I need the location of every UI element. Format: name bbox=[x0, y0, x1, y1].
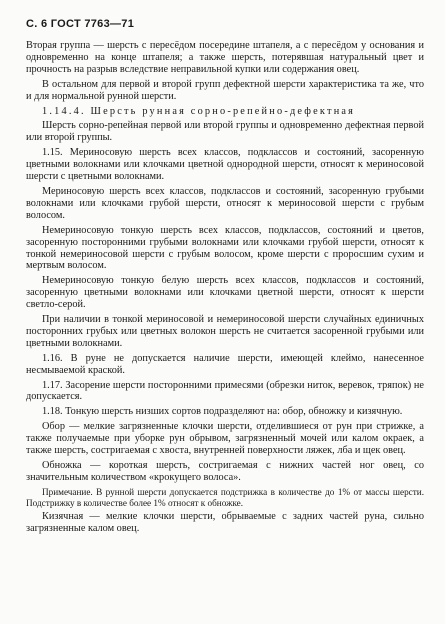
paragraph-p10: 1.16. В руне не допускается наличие шерсти, имеющей клеймо, нанесенное несмываемой краской. bbox=[26, 352, 424, 376]
paragraph-p8: Немериносовую тонкую белую шерсть всех классов, подклассов и состояний, засоренную цветными волокнами или клочками цветной шерсти, относят к шерсти светло-серой. bbox=[26, 275, 424, 311]
paragraph-p14: Обножка — короткая шерсть, состригаемая с нижних частей ног овец, со значительным количеством «крокущего волоса». bbox=[26, 460, 424, 483]
paragraph-p1: Вторая группа — шерсть с пересёдом посередине штапеля, а с пересёдом у основания и одновременно на конце штапеля; а также шерсть, потерявшая натуральный цвет и прочность на разрыв вследствие неправильной купки или содержания овец. bbox=[26, 40, 424, 75]
page-header: С. 6 ГОСТ 7763—71 bbox=[26, 18, 135, 30]
paragraph-p15: Примечание. В рунной шерсти допускается подстрижка в количестве до 1% от массы шерсти. Подстрижку в количестве более 1% относят к обножке. bbox=[26, 486, 424, 508]
paragraph-p2: В остальном для первой и второй групп дефектной шерсти характеристика та же, что и для нормальной рунной шерсти. bbox=[26, 78, 424, 102]
paragraph-p6: Мериносовую шерсть всех классов, подклассов и состояний, засоренную грубыми волокнами или клочками грубой шерсти, относят к мериносовой шерсти с грубым волосом. bbox=[26, 185, 424, 221]
paragraph-p16: Кизячная — мелкие клочки шерсти, обрываемые с задних частей руна, сильно загрязненные калом овец. bbox=[26, 511, 424, 535]
paragraph-p7: Немериносовую тонкую шерсть всех классов, подклассов, состояний и цветов, засоренную посторонними грубыми волокнами или клочками грубой шерсти, относят к тонкой немериносовой шерсти с грубым волосом, кроме шерсти с проросшим сухим и мертвым волосом. bbox=[26, 224, 424, 272]
paragraph-p13: Обор — мелкие загрязненные клочки шерсти, отделившиеся от рун при стрижке, а также получаемые при уборке рун обрывом, загрязненный мочей или калом окраек, а также шерсть, состригаемая с хвоста, внутренней поверхности ляжек, лба и щек овец. bbox=[26, 421, 424, 457]
paragraph-p9: При наличии в тонкой мериносовой и немериносовой шерсти случайных единичных посторонних грубых или цветных волокон шерсть не считается засоренной грубыми или цветными волокнами. bbox=[26, 314, 424, 349]
paragraph-p4: Шерсть сорно-репейная первой или второй группы и одновременно дефектная первой или второй группы. bbox=[26, 120, 424, 144]
document-body bbox=[26, 40, 424, 538]
paragraph-p12: 1.18. Тонкую шерсть низших сортов подразделяют на: обор, обножку и кизячную. bbox=[42, 406, 403, 418]
paragraph-p5: 1.15. Мериносовую шерсть всех классов, подклассов и состояний, засоренную цветными волокнами или клочками цветной однородной шерсти, относят к мериносовой шерсти с цветными волокнами. bbox=[26, 147, 424, 183]
paragraph-p3: 1.14.4. Шерсть рунная сорно-репейно-дефектная bbox=[42, 105, 356, 117]
paragraph-p11: 1.17. Засорение шерсти посторонними примесями (обрезки ниток, веревок, тряпок) не допускается. bbox=[26, 379, 424, 403]
